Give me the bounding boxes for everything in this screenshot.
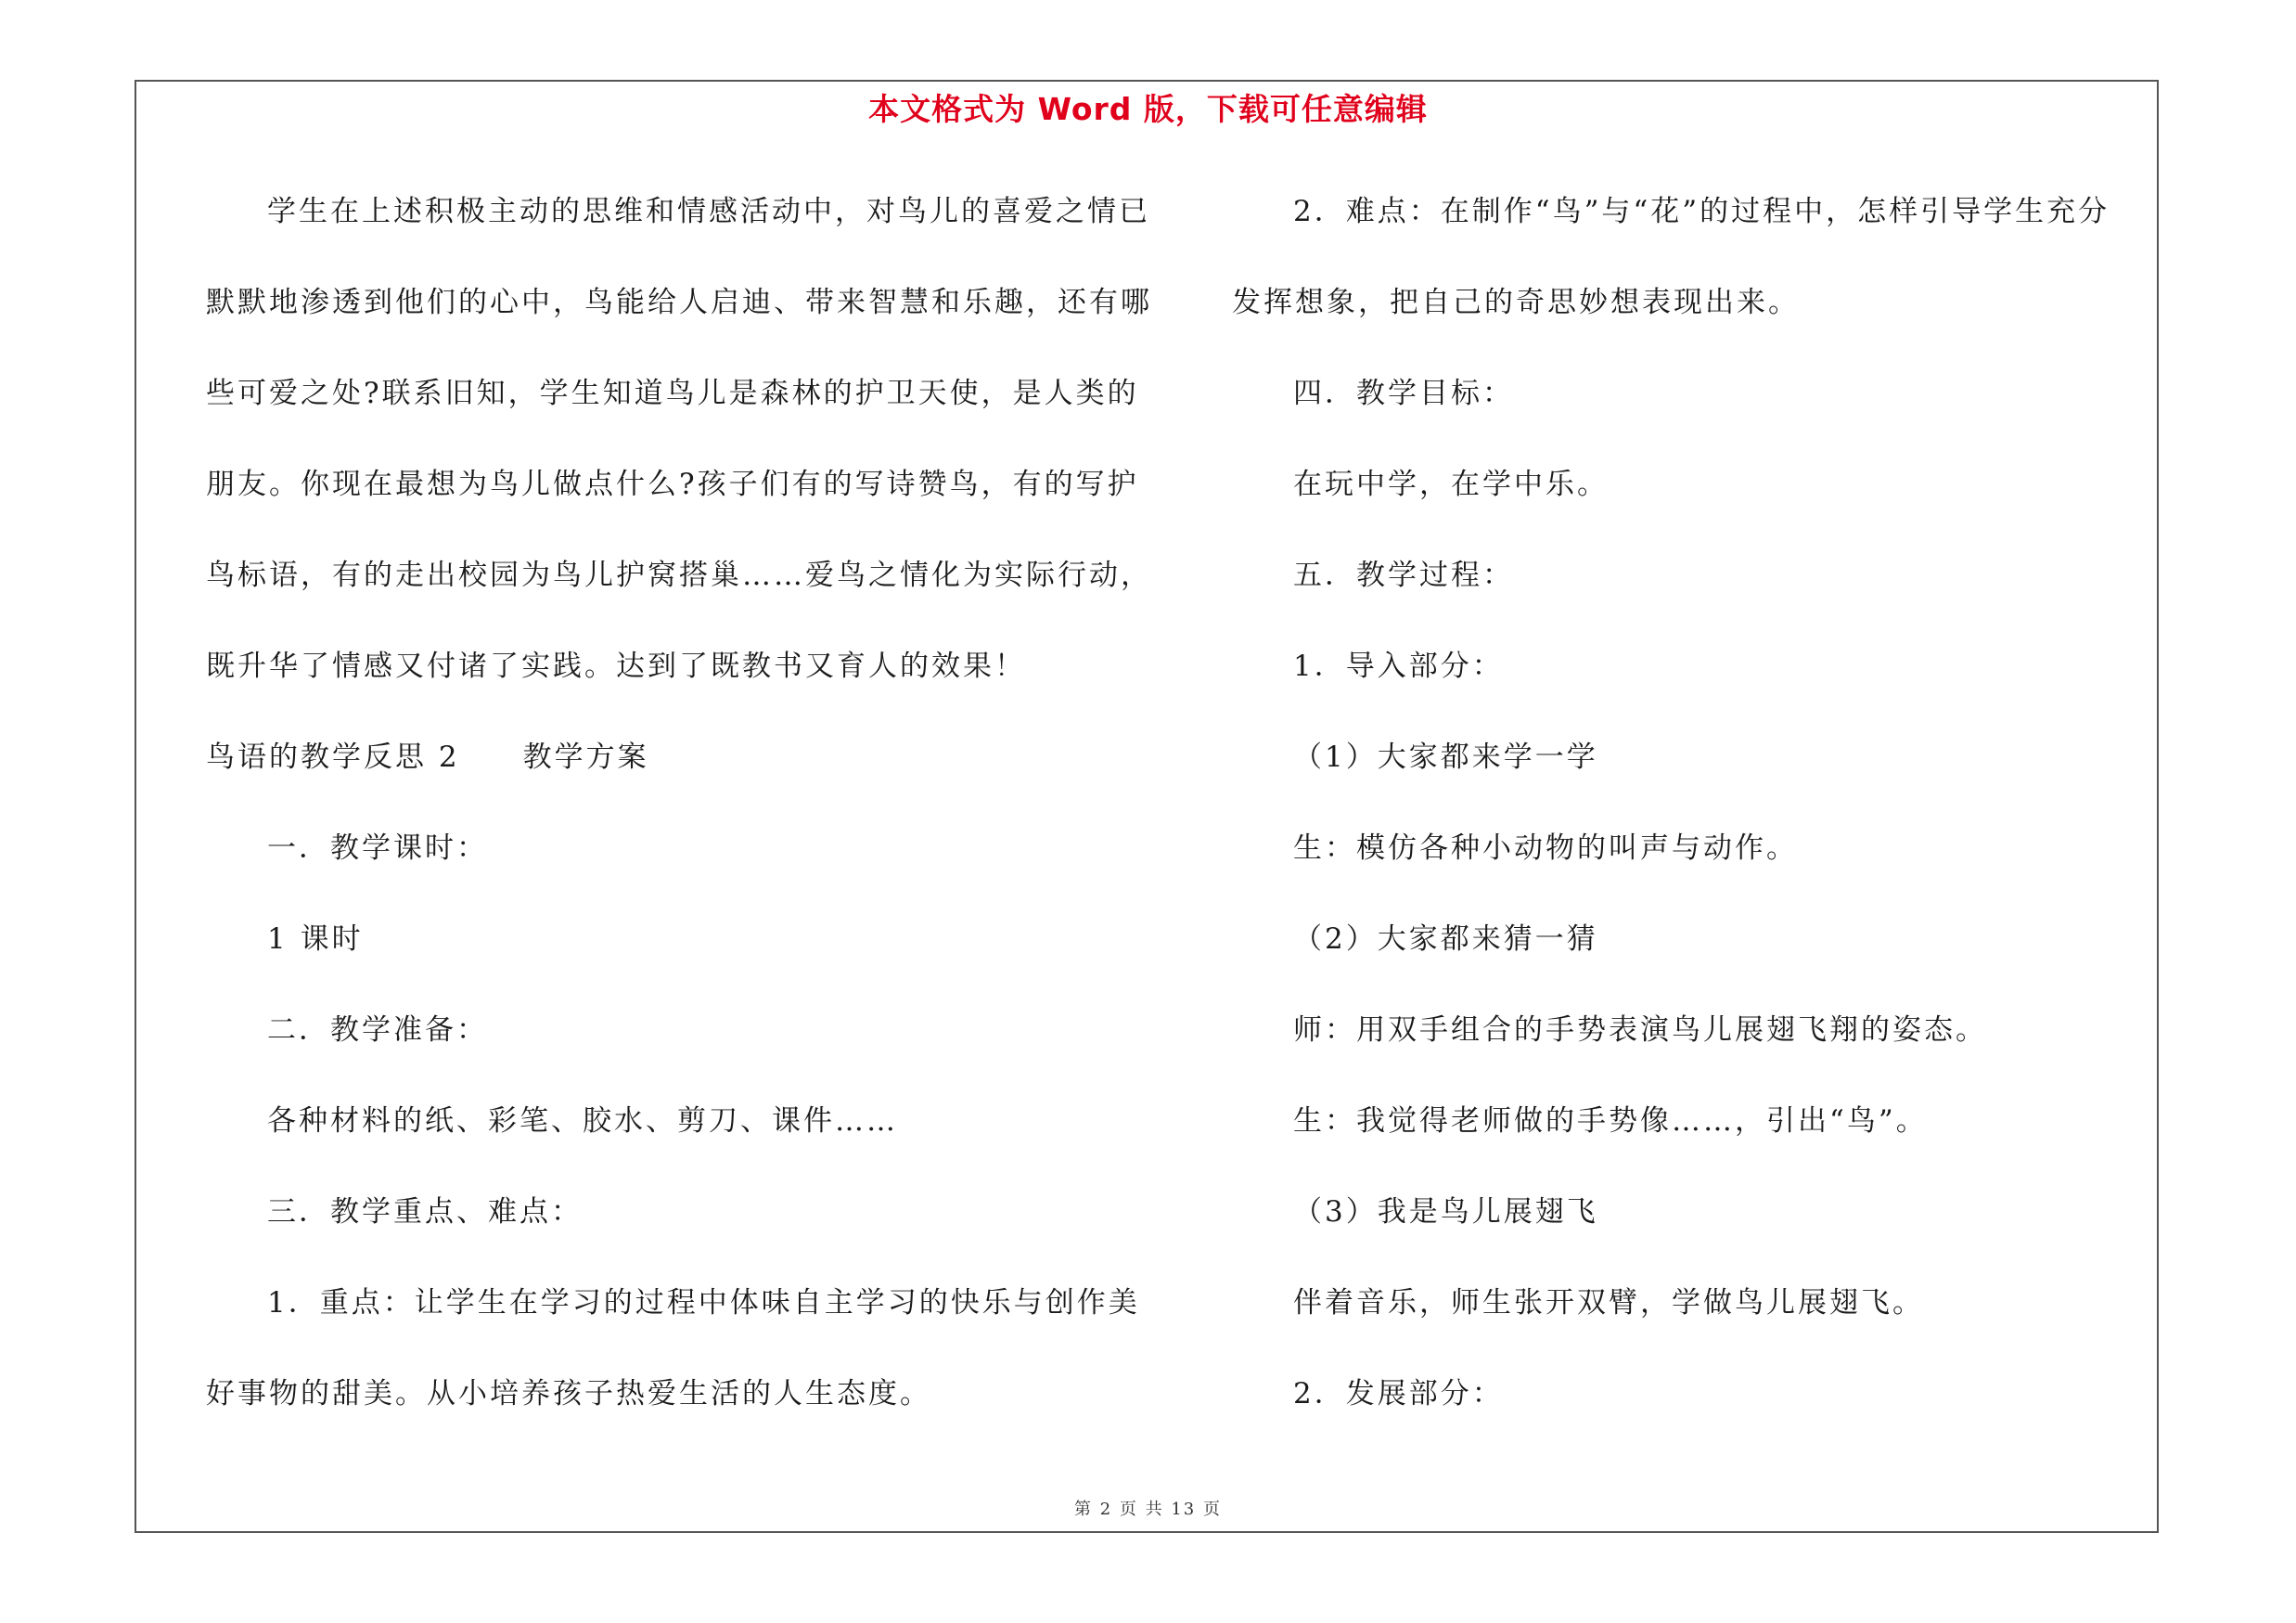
page-number: 第 2 页 共 13 页 (1074, 1500, 1222, 1519)
text-line: 发挥想象，把自己的奇思妙想表现出来。 (1232, 286, 1800, 319)
text-line: （1）大家都来学一学 (1293, 741, 1598, 774)
text-line: 各种材料的纸、彩笔、胶水、剪刀、课件…… (267, 1104, 898, 1138)
text-line: 师：用双手组合的手势表演鸟儿展翅飞翔的姿态。 (1293, 1013, 1987, 1047)
text-line: 鸟语的教学反思 2 教学方案 (206, 741, 649, 774)
text-line: 1．重点：让学生在学习的过程中体味自主学习的快乐与创作美 (267, 1286, 1140, 1320)
left-text-column (206, 187, 1161, 1461)
text-line: 些可爱之处?联系旧知，学生知道鸟儿是森林的护卫天使，是人类的 (206, 377, 1139, 410)
text-line: （2）大家都来猜一猜 (1293, 922, 1598, 956)
text-line: 朋友。你现在最想为鸟儿做点什么?孩子们有的写诗赞鸟，有的写护 (206, 468, 1139, 501)
text-line: 鸟标语，有的走出校园为鸟儿护窝搭巢……爱鸟之情化为实际行动， (206, 559, 1152, 592)
text-line: 生：我觉得老师做的手势像……，引出“鸟”。 (1293, 1104, 1928, 1138)
text-line: 伴着音乐，师生张开双臂，学做鸟儿展翅飞。 (1293, 1286, 1924, 1320)
text-line: 学生在上述积极主动的思维和情感活动中，对鸟儿的喜爱之情已 (267, 195, 1150, 228)
text-line: 在玩中学，在学中乐。 (1293, 468, 1609, 501)
text-line: 既升华了情感又付诸了实践。达到了既教书又育人的效果！ (206, 650, 1026, 683)
text-line: 默默地渗透到他们的心中，鸟能给人启迪、带来智慧和乐趣，还有哪 (206, 286, 1152, 319)
text-line: 一．教学课时： (267, 831, 488, 865)
text-line: 二．教学准备： (267, 1013, 488, 1047)
text-line: 四．教学目标： (1293, 377, 1514, 410)
text-line: 生：模仿各种小动物的叫声与动作。 (1293, 831, 1798, 865)
format-banner: 本文格式为 Word 版，下载可任意编辑 (868, 91, 1428, 127)
text-line: （3）我是鸟儿展翅飞 (1293, 1195, 1598, 1229)
text-line: 好事物的甜美。从小培养孩子热爱生活的人生态度。 (206, 1377, 931, 1410)
right-text-column (1232, 187, 2160, 1461)
text-line: 1 课时 (267, 922, 364, 956)
text-line: 1．导入部分： (1293, 650, 1504, 683)
text-line: 五．教学过程： (1293, 559, 1514, 592)
text-line: 2．难点：在制作“鸟”与“花”的过程中，怎样引导学生充分 (1293, 195, 2110, 228)
text-line: 三．教学重点、难点： (267, 1195, 583, 1229)
text-line: 2．发展部分： (1293, 1377, 1504, 1410)
